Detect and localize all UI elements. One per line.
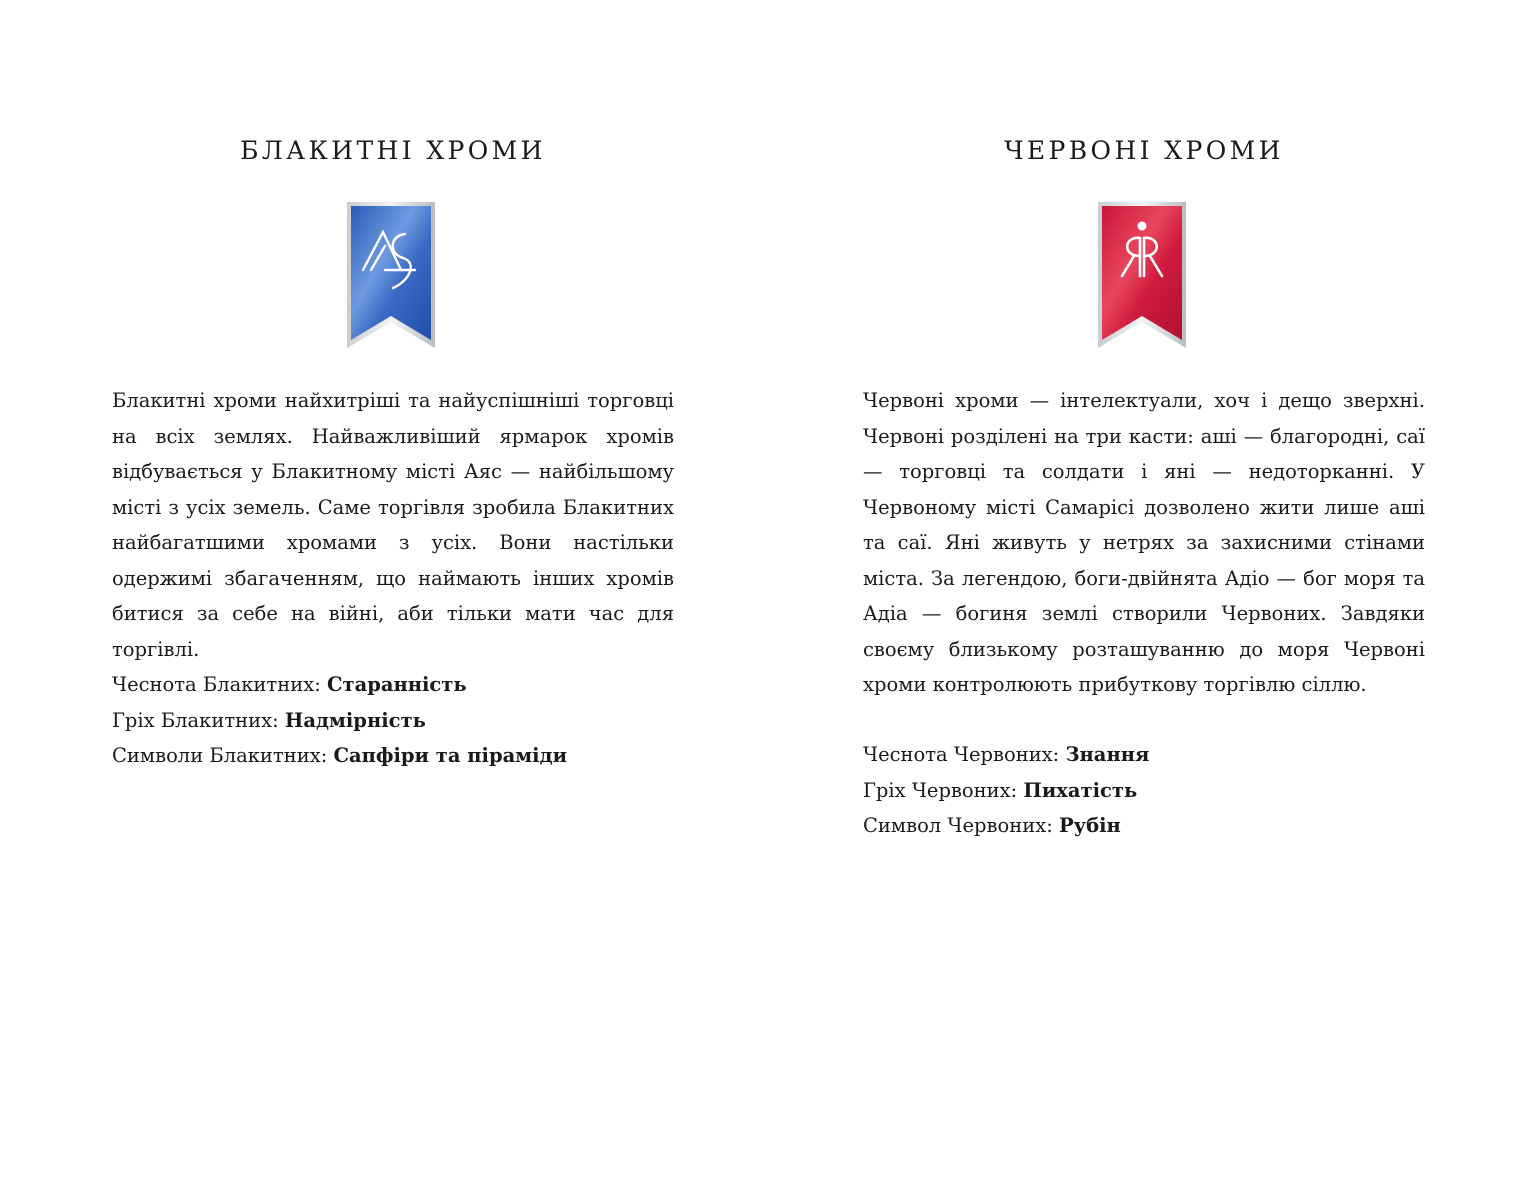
- red-chroms-traits: [863, 737, 1425, 844]
- blue-symbols-label: Символи Блакитних:: [112, 744, 328, 767]
- blue-banner-emblem-icon: [345, 198, 437, 352]
- red-symbols-value: Рубін: [1058, 814, 1121, 837]
- red-chroms-description: Червоні хроми — інтелектуали, хоч і дещо зверхні. Червоні розділені на три касти: аші — благородні, саї — торговці та солдати і яні — недоторканні. У Червоному місті Самарісі дозволено жити лише аші та саї. Яні живуть у нетрях за захисними стінами міста. За легендою, боги-двійнята Адіо — бог моря та Адіа — богиня землі створили Червоних. Завдяки своєму близькому розташуванню до моря Червоні хроми контролюють прибуткову торгівлю сіллю.: [863, 389, 1425, 696]
- red-virtue-line: [863, 737, 1425, 773]
- blue-virtue-line: [112, 667, 674, 703]
- blue-symbols-value: Сапфіри та піраміди: [333, 744, 568, 767]
- red-virtue-label: Чеснота Червоних:: [863, 743, 1060, 766]
- red-symbols-label: Символ Червоних:: [863, 814, 1053, 837]
- red-sin-label: Гріх Червоних:: [863, 778, 1018, 802]
- blue-chroms-traits: [112, 667, 674, 774]
- red-banner-emblem-icon: [1096, 198, 1188, 352]
- blue-symbols-line: [112, 738, 674, 774]
- red-symbols-line: [863, 808, 1425, 844]
- blue-chroms-title: БЛАКИТНІ ХРОМИ: [240, 136, 546, 165]
- red-virtue-value: Знання: [1065, 743, 1150, 766]
- blue-sin-label: Гріх Блакитних:: [112, 708, 279, 732]
- blue-sin-value: Надмірність: [284, 708, 426, 732]
- blue-chroms-description: Блакитні хроми найхитріші та найуспішніші торговці на всіх землях. Найважливіший ярмарок хромів відбувається у Блакитному місті Аяс — найбільшому місті з усіх земель. Саме торгівля зробила Блакитних найбагатшими хромами з усіх. Вони настільки одержимі збагаченням, що наймають інших хромів битися за себе на війні, аби тільки мати час для торгівлі.: [112, 389, 674, 661]
- red-sin-value: Пихатість: [1023, 778, 1138, 802]
- red-sin-line: [863, 773, 1425, 809]
- red-chroms-title: ЧЕРВОНІ ХРОМИ: [1004, 136, 1284, 165]
- blue-sin-line: [112, 703, 674, 739]
- blue-virtue-value: Старанність: [326, 673, 467, 696]
- blue-virtue-label: Чеснота Блакитних:: [112, 673, 321, 696]
